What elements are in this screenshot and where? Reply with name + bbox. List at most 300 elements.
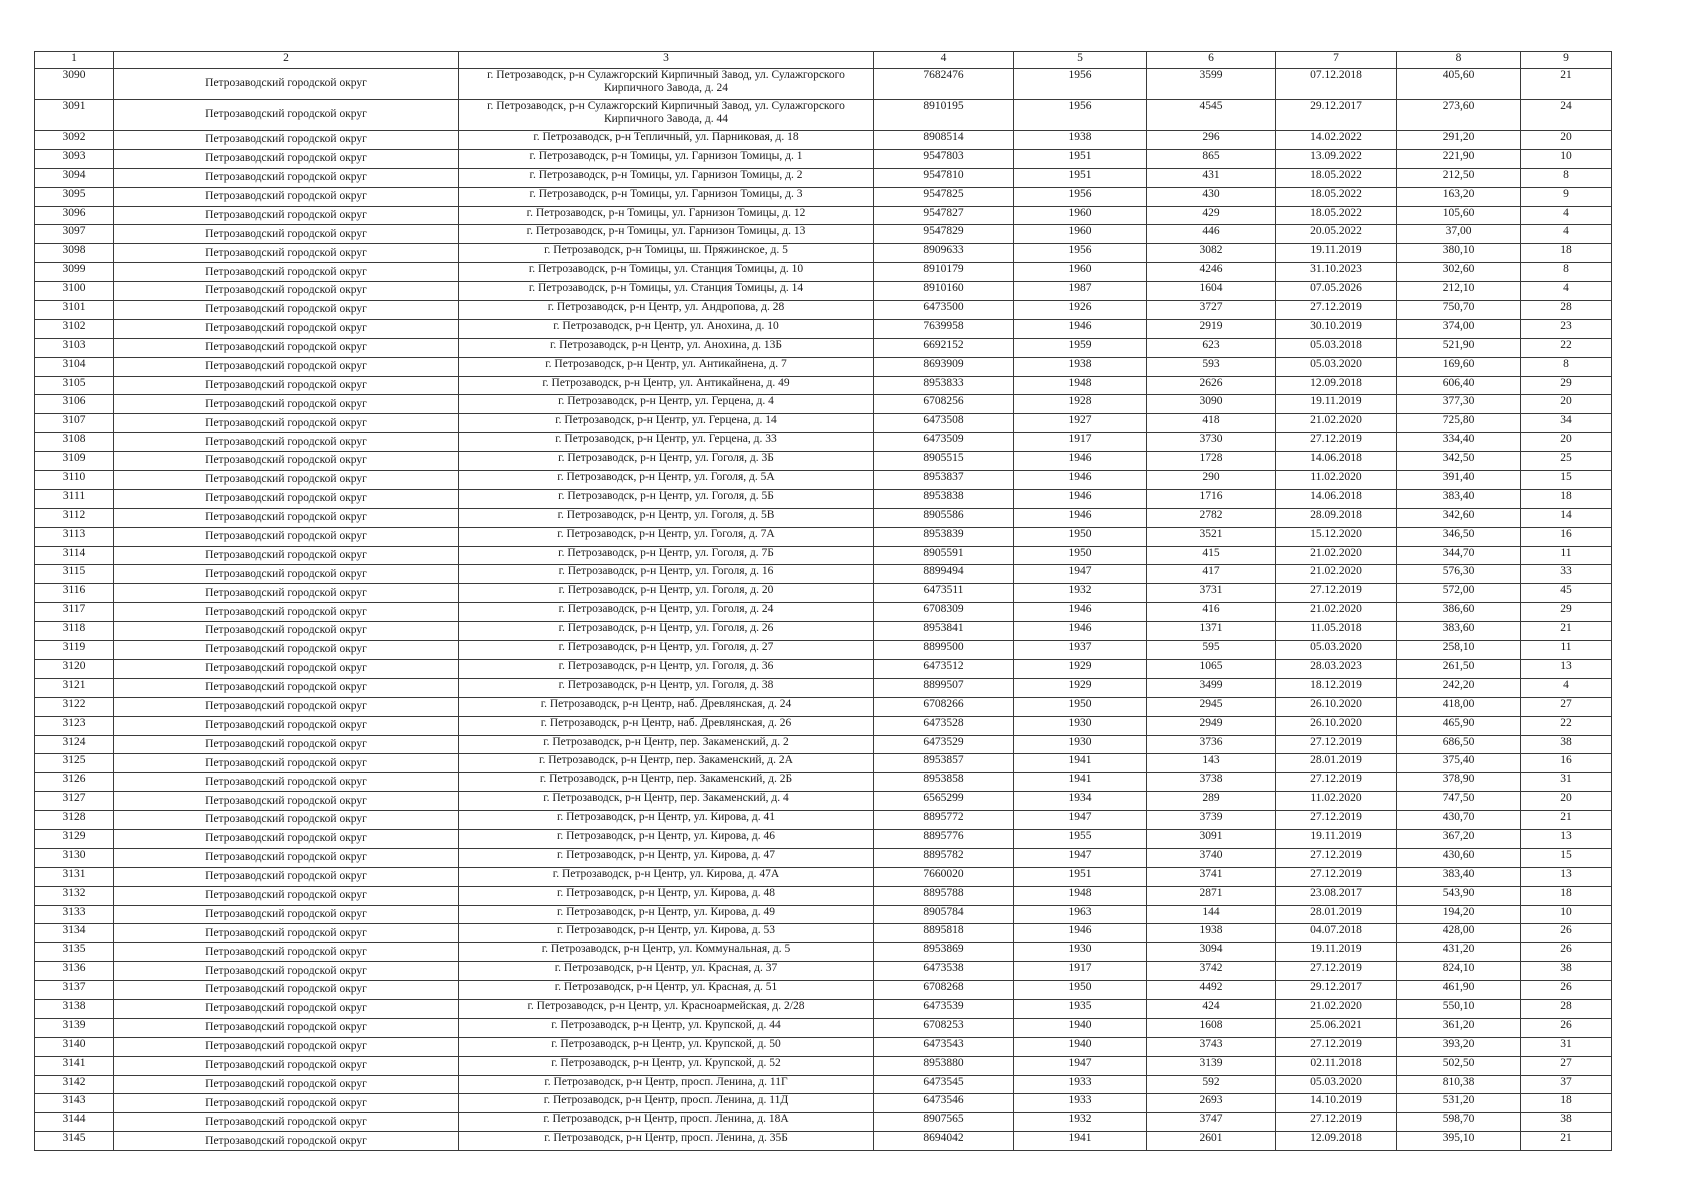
row-number: 3100 — [35, 282, 114, 301]
address-cell: г. Петрозаводск, р-н Центр, наб. Древлянская, д. 26 — [459, 716, 874, 735]
address-cell: г. Петрозаводск, р-н Центр, ул. Кирова, д. 41 — [459, 811, 874, 830]
district-cell: Петрозаводский городской округ — [114, 395, 459, 414]
area-cell: 824,10 — [1397, 962, 1521, 981]
address-cell: г. Петрозаводск, р-н Центр, пер. Закаменский, д. 2А — [459, 754, 874, 773]
area-cell: 543,90 — [1397, 886, 1521, 905]
code-cell: 1371 — [1147, 622, 1276, 641]
house-id-cell: 8953839 — [874, 527, 1014, 546]
column-header: 6 — [1147, 52, 1276, 69]
table-row — [35, 829, 1612, 848]
year-cell: 1938 — [1014, 131, 1147, 150]
house-id-cell: 9547829 — [874, 225, 1014, 244]
area-cell: 194,20 — [1397, 905, 1521, 924]
count-cell: 21 — [1521, 811, 1612, 830]
house-id-cell: 8910160 — [874, 282, 1014, 301]
district-cell: Петрозаводский городской округ — [114, 301, 459, 320]
table-row — [35, 848, 1612, 867]
code-cell: 289 — [1147, 792, 1276, 811]
year-cell: 1917 — [1014, 433, 1147, 452]
area-cell: 346,50 — [1397, 527, 1521, 546]
table-row — [35, 716, 1612, 735]
year-cell: 1940 — [1014, 1018, 1147, 1037]
area-cell: 747,50 — [1397, 792, 1521, 811]
district-cell: Петрозаводский городской округ — [114, 584, 459, 603]
row-number: 3098 — [35, 244, 114, 263]
table-row — [35, 357, 1612, 376]
code-cell: 2871 — [1147, 886, 1276, 905]
code-cell: 4492 — [1147, 981, 1276, 1000]
count-cell: 11 — [1521, 546, 1612, 565]
address-cell: г. Петрозаводск, р-н Сулажгорский Кирпичный Завод, ул. Сулажгорского Кирпичного Завода, д. 24 — [459, 69, 874, 100]
count-cell: 29 — [1521, 376, 1612, 395]
count-cell: 26 — [1521, 943, 1612, 962]
table-row — [35, 131, 1612, 150]
count-cell: 23 — [1521, 319, 1612, 338]
date-cell: 05.03.2020 — [1276, 641, 1397, 660]
year-cell: 1929 — [1014, 659, 1147, 678]
address-cell: г. Петрозаводск, р-н Центр, ул. Анохина, д. 13Б — [459, 338, 874, 357]
district-cell: Петрозаводский городской округ — [114, 848, 459, 867]
date-cell: 14.02.2022 — [1276, 131, 1397, 150]
table-row — [35, 1094, 1612, 1113]
address-cell: г. Петрозаводск, р-н Центр, ул. Гоголя, д. 36 — [459, 659, 874, 678]
code-cell: 431 — [1147, 168, 1276, 187]
house-id-cell: 7639958 — [874, 319, 1014, 338]
house-id-cell: 6473528 — [874, 716, 1014, 735]
area-cell: 342,50 — [1397, 452, 1521, 471]
house-id-cell: 6708309 — [874, 603, 1014, 622]
district-cell: Петрозаводский городской округ — [114, 1113, 459, 1132]
district-cell: Петрозаводский городской округ — [114, 263, 459, 282]
row-number: 3106 — [35, 395, 114, 414]
area-cell: 750,70 — [1397, 301, 1521, 320]
code-cell: 3090 — [1147, 395, 1276, 414]
house-id-cell: 8895818 — [874, 924, 1014, 943]
date-cell: 07.05.2026 — [1276, 282, 1397, 301]
address-cell: г. Петрозаводск, р-н Томицы, ул. Гарнизон Томицы, д. 2 — [459, 168, 874, 187]
date-cell: 27.12.2019 — [1276, 301, 1397, 320]
address-cell: г. Петрозаводск, р-н Центр, ул. Герцена, д. 14 — [459, 414, 874, 433]
date-cell: 02.11.2018 — [1276, 1056, 1397, 1075]
house-id-cell: 6473512 — [874, 659, 1014, 678]
house-id-cell: 6473500 — [874, 301, 1014, 320]
row-number: 3112 — [35, 508, 114, 527]
district-cell: Петрозаводский городской округ — [114, 754, 459, 773]
house-id-cell: 6708256 — [874, 395, 1014, 414]
date-cell: 12.09.2018 — [1276, 1132, 1397, 1151]
area-cell: 428,00 — [1397, 924, 1521, 943]
year-cell: 1932 — [1014, 1113, 1147, 1132]
year-cell: 1951 — [1014, 149, 1147, 168]
row-number: 3097 — [35, 225, 114, 244]
house-id-cell: 6473545 — [874, 1075, 1014, 1094]
table-row — [35, 1037, 1612, 1056]
address-cell: г. Петрозаводск, р-н Центр, ул. Герцена, д. 4 — [459, 395, 874, 414]
district-cell: Петрозаводский городской округ — [114, 527, 459, 546]
area-cell: 380,10 — [1397, 244, 1521, 263]
table-row — [35, 1075, 1612, 1094]
district-cell: Петрозаводский городской округ — [114, 471, 459, 490]
address-cell: г. Петрозаводск, р-н Центр, ул. Коммунальная, д. 5 — [459, 943, 874, 962]
count-cell: 21 — [1521, 69, 1612, 100]
area-cell: 377,30 — [1397, 395, 1521, 414]
code-cell: 2945 — [1147, 697, 1276, 716]
address-cell: г. Петрозаводск, р-н Томицы, ул. Гарнизон Томицы, д. 1 — [459, 149, 874, 168]
house-id-cell: 8895772 — [874, 811, 1014, 830]
address-cell: г. Петрозаводск, р-н Томицы, ш. Пряжинское, д. 5 — [459, 244, 874, 263]
code-cell: 3731 — [1147, 584, 1276, 603]
date-cell: 18.05.2022 — [1276, 206, 1397, 225]
count-cell: 18 — [1521, 244, 1612, 263]
count-cell: 13 — [1521, 829, 1612, 848]
district-cell: Петрозаводский городской округ — [114, 357, 459, 376]
table-row — [35, 754, 1612, 773]
house-id-cell: 8899507 — [874, 678, 1014, 697]
count-cell: 16 — [1521, 527, 1612, 546]
house-id-cell: 6692152 — [874, 338, 1014, 357]
date-cell: 05.03.2020 — [1276, 1075, 1397, 1094]
year-cell: 1950 — [1014, 527, 1147, 546]
house-id-cell: 6708253 — [874, 1018, 1014, 1037]
house-id-cell: 6473546 — [874, 1094, 1014, 1113]
table-row — [35, 338, 1612, 357]
row-number: 3111 — [35, 489, 114, 508]
row-number: 3136 — [35, 962, 114, 981]
address-cell: г. Петрозаводск, р-н Томицы, ул. Гарнизон Томицы, д. 12 — [459, 206, 874, 225]
date-cell: 28.03.2023 — [1276, 659, 1397, 678]
row-number: 3114 — [35, 546, 114, 565]
date-cell: 25.06.2021 — [1276, 1018, 1397, 1037]
district-cell: Петрозаводский городской округ — [114, 867, 459, 886]
date-cell: 05.03.2020 — [1276, 357, 1397, 376]
year-cell: 1946 — [1014, 319, 1147, 338]
district-cell: Петрозаводский городской округ — [114, 69, 459, 100]
row-number: 3140 — [35, 1037, 114, 1056]
district-cell: Петрозаводский городской округ — [114, 1056, 459, 1075]
year-cell: 1938 — [1014, 357, 1147, 376]
row-number: 3113 — [35, 527, 114, 546]
year-cell: 1929 — [1014, 678, 1147, 697]
code-cell: 3730 — [1147, 433, 1276, 452]
address-cell: г. Петрозаводск, р-н Центр, ул. Красноармейская, д. 2/28 — [459, 999, 874, 1018]
district-cell: Петрозаводский городской округ — [114, 1018, 459, 1037]
address-cell: г. Петрозаводск, р-н Центр, ул. Гоголя, д. 20 — [459, 584, 874, 603]
row-number: 3118 — [35, 622, 114, 641]
table-row — [35, 489, 1612, 508]
row-number: 3132 — [35, 886, 114, 905]
district-cell: Петрозаводский городской округ — [114, 433, 459, 452]
code-cell: 446 — [1147, 225, 1276, 244]
table-row — [35, 943, 1612, 962]
count-cell: 11 — [1521, 641, 1612, 660]
code-cell: 3740 — [1147, 848, 1276, 867]
date-cell: 27.12.2019 — [1276, 1113, 1397, 1132]
address-cell: г. Петрозаводск, р-н Центр, ул. Антикайнена, д. 7 — [459, 357, 874, 376]
code-cell: 1728 — [1147, 452, 1276, 471]
table-row — [35, 641, 1612, 660]
house-id-cell: 8908514 — [874, 131, 1014, 150]
area-cell: 37,00 — [1397, 225, 1521, 244]
code-cell: 3747 — [1147, 1113, 1276, 1132]
district-cell: Петрозаводский городской округ — [114, 1132, 459, 1151]
address-cell: г. Петрозаводск, р-н Центр, ул. Гоголя, д. 24 — [459, 603, 874, 622]
area-cell: 606,40 — [1397, 376, 1521, 395]
year-cell: 1950 — [1014, 981, 1147, 1000]
code-cell: 592 — [1147, 1075, 1276, 1094]
code-cell: 4246 — [1147, 263, 1276, 282]
row-number: 3133 — [35, 905, 114, 924]
district-cell: Петрозаводский городской округ — [114, 376, 459, 395]
address-cell: г. Петрозаводск, р-н Центр, ул. Гоголя, д. 5В — [459, 508, 874, 527]
address-cell: г. Петрозаводск, р-н Центр, пер. Закаменский, д. 4 — [459, 792, 874, 811]
row-number: 3137 — [35, 981, 114, 1000]
address-cell: г. Петрозаводск, р-н Центр, ул. Крупской, д. 44 — [459, 1018, 874, 1037]
year-cell: 1946 — [1014, 603, 1147, 622]
year-cell: 1947 — [1014, 848, 1147, 867]
date-cell: 29.12.2017 — [1276, 100, 1397, 131]
code-cell: 623 — [1147, 338, 1276, 357]
row-number: 3115 — [35, 565, 114, 584]
year-cell: 1951 — [1014, 168, 1147, 187]
address-cell: г. Петрозаводск, р-н Сулажгорский Кирпичный Завод, ул. Сулажгорского Кирпичного Завода, д. 44 — [459, 100, 874, 131]
house-id-cell: 8895782 — [874, 848, 1014, 867]
house-id-cell: 8905784 — [874, 905, 1014, 924]
code-cell: 2949 — [1147, 716, 1276, 735]
table-row — [35, 301, 1612, 320]
district-cell: Петрозаводский городской округ — [114, 697, 459, 716]
row-number: 3142 — [35, 1075, 114, 1094]
district-cell: Петрозаводский городской округ — [114, 641, 459, 660]
address-cell: г. Петрозаводск, р-н Томицы, ул. Гарнизон Томицы, д. 13 — [459, 225, 874, 244]
year-cell: 1933 — [1014, 1094, 1147, 1113]
count-cell: 38 — [1521, 735, 1612, 754]
area-cell: 378,90 — [1397, 773, 1521, 792]
date-cell: 27.12.2019 — [1276, 848, 1397, 867]
address-cell: г. Петрозаводск, р-н Центр, ул. Гоголя, д. 26 — [459, 622, 874, 641]
district-cell: Петрозаводский городской округ — [114, 338, 459, 357]
area-cell: 395,10 — [1397, 1132, 1521, 1151]
row-number: 3102 — [35, 319, 114, 338]
count-cell: 45 — [1521, 584, 1612, 603]
year-cell: 1946 — [1014, 452, 1147, 471]
count-cell: 16 — [1521, 754, 1612, 773]
date-cell: 19.11.2019 — [1276, 395, 1397, 414]
house-id-cell: 8899494 — [874, 565, 1014, 584]
row-number: 3094 — [35, 168, 114, 187]
house-id-cell: 8907565 — [874, 1113, 1014, 1132]
column-header: 7 — [1276, 52, 1397, 69]
year-cell: 1941 — [1014, 773, 1147, 792]
count-cell: 4 — [1521, 282, 1612, 301]
district-cell: Петрозаводский городской округ — [114, 981, 459, 1000]
row-number: 3138 — [35, 999, 114, 1018]
code-cell: 3741 — [1147, 867, 1276, 886]
date-cell: 11.02.2020 — [1276, 792, 1397, 811]
house-id-cell: 9547825 — [874, 187, 1014, 206]
count-cell: 4 — [1521, 206, 1612, 225]
address-cell: г. Петрозаводск, р-н Центр, ул. Красная, д. 51 — [459, 981, 874, 1000]
address-cell: г. Петрозаводск, р-н Томицы, ул. Станция Томицы, д. 14 — [459, 282, 874, 301]
district-cell: Петрозаводский городской округ — [114, 565, 459, 584]
area-cell: 550,10 — [1397, 999, 1521, 1018]
house-id-cell: 8953869 — [874, 943, 1014, 962]
address-cell: г. Петрозаводск, р-н Центр, ул. Кирова, д. 47 — [459, 848, 874, 867]
year-cell: 1930 — [1014, 735, 1147, 754]
address-cell: г. Петрозаводск, р-н Центр, ул. Анохина, д. 10 — [459, 319, 874, 338]
date-cell: 28.01.2019 — [1276, 905, 1397, 924]
table-row — [35, 168, 1612, 187]
area-cell: 258,10 — [1397, 641, 1521, 660]
district-cell: Петрозаводский городской округ — [114, 225, 459, 244]
date-cell: 12.09.2018 — [1276, 376, 1397, 395]
code-cell: 1716 — [1147, 489, 1276, 508]
table-row — [35, 1113, 1612, 1132]
row-number: 3123 — [35, 716, 114, 735]
row-number: 3131 — [35, 867, 114, 886]
district-cell: Петрозаводский городской округ — [114, 943, 459, 962]
address-cell: г. Петрозаводск, р-н Центр, наб. Древлянская, д. 24 — [459, 697, 874, 716]
code-cell: 416 — [1147, 603, 1276, 622]
house-id-cell: 6473543 — [874, 1037, 1014, 1056]
count-cell: 15 — [1521, 471, 1612, 490]
year-cell: 1959 — [1014, 338, 1147, 357]
row-number: 3119 — [35, 641, 114, 660]
area-cell: 430,70 — [1397, 811, 1521, 830]
table-row — [35, 395, 1612, 414]
row-number: 3099 — [35, 263, 114, 282]
date-cell: 07.12.2018 — [1276, 69, 1397, 100]
code-cell: 418 — [1147, 414, 1276, 433]
row-number: 3122 — [35, 697, 114, 716]
area-cell: 393,20 — [1397, 1037, 1521, 1056]
house-id-cell: 8910195 — [874, 100, 1014, 131]
address-cell: г. Петрозаводск, р-н Центр, пер. Закаменский, д. 2 — [459, 735, 874, 754]
table-row — [35, 962, 1612, 981]
code-cell: 2601 — [1147, 1132, 1276, 1151]
code-cell: 1938 — [1147, 924, 1276, 943]
area-cell: 163,20 — [1397, 187, 1521, 206]
code-cell: 2919 — [1147, 319, 1276, 338]
row-number: 3092 — [35, 131, 114, 150]
table-row — [35, 981, 1612, 1000]
code-cell: 296 — [1147, 131, 1276, 150]
count-cell: 10 — [1521, 905, 1612, 924]
code-cell: 3082 — [1147, 244, 1276, 263]
area-cell: 383,60 — [1397, 622, 1521, 641]
area-cell: 212,50 — [1397, 168, 1521, 187]
row-number: 3096 — [35, 206, 114, 225]
house-id-cell: 9547803 — [874, 149, 1014, 168]
table-row — [35, 678, 1612, 697]
district-cell: Петрозаводский городской округ — [114, 1075, 459, 1094]
area-cell: 242,20 — [1397, 678, 1521, 697]
header-row — [35, 52, 1612, 69]
code-cell: 4545 — [1147, 100, 1276, 131]
house-id-cell: 6708266 — [874, 697, 1014, 716]
house-id-cell: 6473538 — [874, 962, 1014, 981]
year-cell: 1946 — [1014, 508, 1147, 527]
district-cell: Петрозаводский городской округ — [114, 319, 459, 338]
house-id-cell: 8953837 — [874, 471, 1014, 490]
address-cell: г. Петрозаводск, р-н Центр, пер. Закаменский, д. 2Б — [459, 773, 874, 792]
year-cell: 1946 — [1014, 924, 1147, 943]
area-cell: 405,60 — [1397, 69, 1521, 100]
district-cell: Петрозаводский городской округ — [114, 735, 459, 754]
district-cell: Петрозаводский городской округ — [114, 414, 459, 433]
date-cell: 18.05.2022 — [1276, 187, 1397, 206]
table-row — [35, 433, 1612, 452]
year-cell: 1956 — [1014, 244, 1147, 263]
area-cell: 502,50 — [1397, 1056, 1521, 1075]
row-number: 3143 — [35, 1094, 114, 1113]
year-cell: 1940 — [1014, 1037, 1147, 1056]
row-number: 3125 — [35, 754, 114, 773]
row-number: 3145 — [35, 1132, 114, 1151]
address-cell: г. Петрозаводск, р-н Томицы, ул. Гарнизон Томицы, д. 3 — [459, 187, 874, 206]
date-cell: 21.02.2020 — [1276, 565, 1397, 584]
year-cell: 1933 — [1014, 1075, 1147, 1094]
year-cell: 1932 — [1014, 584, 1147, 603]
house-id-cell: 9547827 — [874, 206, 1014, 225]
count-cell: 18 — [1521, 886, 1612, 905]
table-row — [35, 773, 1612, 792]
date-cell: 27.12.2019 — [1276, 962, 1397, 981]
column-header: 5 — [1014, 52, 1147, 69]
district-cell: Петрозаводский городской округ — [114, 962, 459, 981]
district-cell: Петрозаводский городской округ — [114, 1037, 459, 1056]
house-id-cell: 8910179 — [874, 263, 1014, 282]
count-cell: 21 — [1521, 622, 1612, 641]
district-cell: Петрозаводский городской округ — [114, 100, 459, 131]
year-cell: 1948 — [1014, 886, 1147, 905]
code-cell: 3743 — [1147, 1037, 1276, 1056]
year-cell: 1955 — [1014, 829, 1147, 848]
address-cell: г. Петрозаводск, р-н Центр, просп. Ленина, д. 18А — [459, 1113, 874, 1132]
table-row — [35, 187, 1612, 206]
date-cell: 11.05.2018 — [1276, 622, 1397, 641]
count-cell: 13 — [1521, 867, 1612, 886]
row-number: 3144 — [35, 1113, 114, 1132]
table-row — [35, 527, 1612, 546]
date-cell: 18.05.2022 — [1276, 168, 1397, 187]
count-cell: 38 — [1521, 1113, 1612, 1132]
address-cell: г. Петрозаводск, р-н Центр, ул. Крупской, д. 52 — [459, 1056, 874, 1075]
table-row — [35, 603, 1612, 622]
year-cell: 1947 — [1014, 565, 1147, 584]
district-cell: Петрозаводский городской округ — [114, 149, 459, 168]
row-number: 3134 — [35, 924, 114, 943]
district-cell: Петрозаводский городской округ — [114, 716, 459, 735]
area-cell: 572,00 — [1397, 584, 1521, 603]
district-cell: Петрозаводский городской округ — [114, 489, 459, 508]
code-cell: 595 — [1147, 641, 1276, 660]
area-cell: 273,60 — [1397, 100, 1521, 131]
column-header: 9 — [1521, 52, 1612, 69]
date-cell: 14.10.2019 — [1276, 1094, 1397, 1113]
count-cell: 18 — [1521, 489, 1612, 508]
code-cell: 3742 — [1147, 962, 1276, 981]
code-cell: 3094 — [1147, 943, 1276, 962]
year-cell: 1950 — [1014, 546, 1147, 565]
table-row — [35, 886, 1612, 905]
count-cell: 34 — [1521, 414, 1612, 433]
district-cell: Петрозаводский городской округ — [114, 603, 459, 622]
house-id-cell: 8953880 — [874, 1056, 1014, 1075]
count-cell: 10 — [1521, 149, 1612, 168]
code-cell: 865 — [1147, 149, 1276, 168]
date-cell: 21.02.2020 — [1276, 999, 1397, 1018]
count-cell: 21 — [1521, 1132, 1612, 1151]
